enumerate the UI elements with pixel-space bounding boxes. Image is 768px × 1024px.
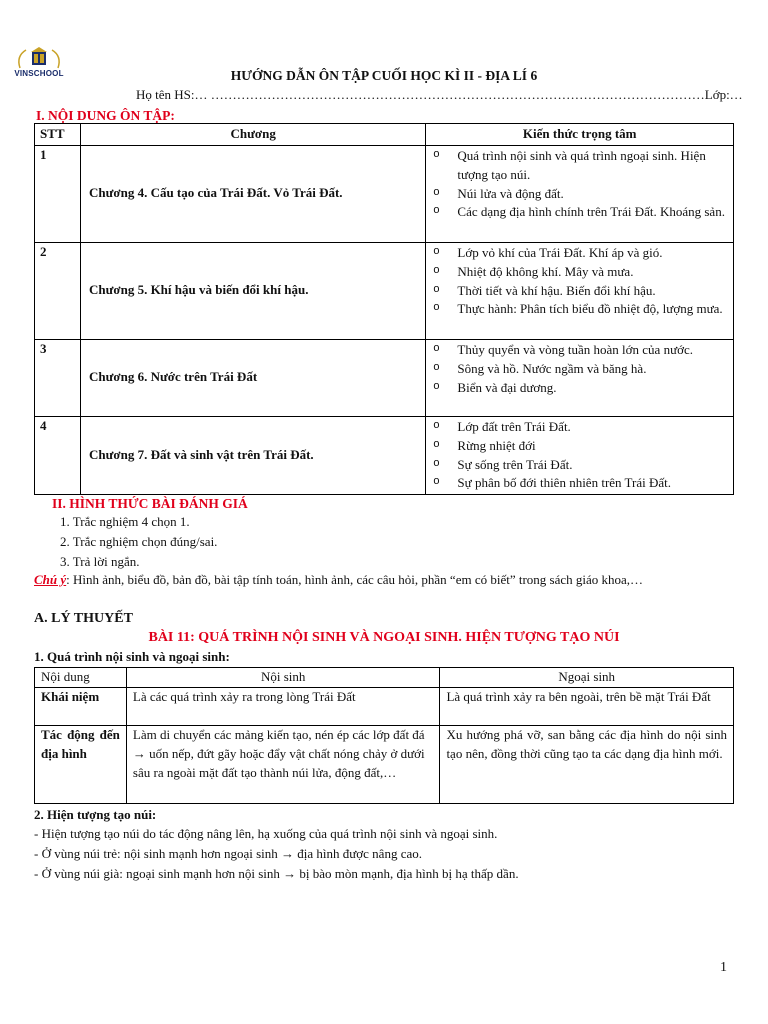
text-line: - Ở vùng núi trẻ: nội sinh mạnh hơn ngoại sinh → địa hình được nâng cao. [34, 846, 422, 861]
knowledge-item: o Biển và đại dương. [457, 379, 728, 398]
table-row [35, 687, 734, 725]
note-text: : Hình ảnh, biểu đồ, bản đồ, bài tập tính toán, hình ảnh, các câu hỏi, phần “em có biết” trong sách giáo khoa,… [66, 572, 644, 587]
lesson-title: BÀI 11: QUÁ TRÌNH NỘI SINH VÀ NGOẠI SINH. HIỆN TƯỢNG TẠO NÚI [148, 630, 620, 645]
subheading-processes: 1. Quá trình nội sinh và ngoại sinh: [34, 649, 230, 664]
list-item: 3. Trả lời ngắn. [60, 554, 140, 569]
knowledge-item: o Sự phân bố đới thiên nhiên trên Trái Đất. [457, 474, 728, 493]
table-row [35, 242, 734, 339]
header-knowledge: Kiến thức trọng tâm [426, 124, 734, 146]
table-row [35, 416, 734, 494]
knowledge-item: o Quá trình nội sinh và quá trình ngoại sinh. Hiện tượng tạo núi. [457, 147, 728, 185]
row-label: Tác động đến địa hình [35, 725, 127, 803]
knowledge-item: o Sự sống trên Trái Đất. [457, 456, 728, 475]
section-heading-content: I. NỘI DUNG ÔN TẬP: [36, 108, 175, 123]
row-exogenous: Xu hướng phá vỡ, san bằng các địa hình do nội sinh tạo nên, đồng thời cũng tạo ta các dạng địa hình mới. [440, 725, 734, 803]
row-knowledge [426, 339, 734, 416]
header-stt: STT [35, 124, 81, 146]
list-item: 1. Trắc nghiệm 4 chọn 1. [60, 514, 190, 529]
logo-brand: VINSCHOOL [14, 69, 64, 78]
theory-heading: A. LÝ THUYẾT [34, 611, 133, 626]
header-chapter: Chương [80, 124, 425, 146]
table-row [35, 145, 734, 242]
table-row [35, 339, 734, 416]
row-chapter: Chương 4. Cấu tạo của Trái Đất. Vỏ Trái Đất. [80, 145, 425, 242]
row-exogenous: Là quá trình xảy ra bên ngoài, trên bề mặt Trái Đất [440, 687, 734, 725]
text-line: - Hiện tượng tạo núi do tác động nâng lên, hạ xuống của quá trình nội sinh và ngoại sinh. [34, 826, 498, 841]
knowledge-item: o Thủy quyển và vòng tuần hoàn lớn của nước. [457, 341, 728, 360]
text-line: - Ở vùng núi già: ngoại sinh mạnh hơn nội sinh → bị bào mòn mạnh, địa hình bị hạ thấp dần. [34, 866, 519, 881]
knowledge-item: o Các dạng địa hình chính trên Trái Đất. Khoáng sản. [457, 203, 728, 222]
knowledge-item: o Núi lửa và động đất. [457, 185, 728, 204]
row-stt: 2 [35, 242, 81, 339]
header-endogenous: Nội sinh [126, 668, 440, 688]
knowledge-item: o Thời tiết và khí hậu. Biến đổi khí hậu. [457, 282, 728, 301]
page-number: 1 [720, 960, 727, 975]
row-chapter: Chương 5. Khí hậu và biến đổi khí hậu. [80, 242, 425, 339]
row-chapter: Chương 6. Nước trên Trái Đất [80, 339, 425, 416]
row-label: Khái niệm [35, 687, 127, 725]
header-content: Nội dung [35, 668, 127, 688]
knowledge-item: o Sông và hồ. Nước ngầm và băng hà. [457, 360, 728, 379]
document-title: HƯỚNG DẪN ÔN TẬP CUỐI HỌC KÌ II - ĐỊA LÍ 6 [230, 68, 538, 83]
table-row [35, 725, 734, 803]
note-paragraph [34, 571, 734, 590]
comparison-table [34, 667, 734, 804]
knowledge-item: o Lớp đất trên Trái Đất. [457, 418, 728, 437]
content-table [34, 123, 734, 495]
row-stt: 4 [35, 416, 81, 494]
knowledge-item: o Rừng nhiệt đới [457, 437, 728, 456]
list-item: 2. Trắc nghiệm chọn đúng/sai. [60, 534, 218, 549]
row-knowledge [426, 416, 734, 494]
mountain-lines [34, 825, 734, 885]
comparison-table-header [35, 668, 734, 688]
student-info-line: Họ tên HS:… ……………………………………………………………………………………………………Lớp:… [136, 87, 743, 102]
content-table-header [35, 124, 734, 146]
knowledge-item: o Thực hành: Phân tích biểu đồ nhiệt độ, lượng mưa. [457, 300, 728, 319]
row-knowledge [426, 242, 734, 339]
section-heading-assessment: II. HÌNH THỨC BÀI ĐÁNH GIÁ [52, 496, 248, 511]
row-endogenous: Làm di chuyển các mảng kiến tạo, nén ép các lớp đất đá → uốn nếp, đứt gãy hoặc đẩy vật chất nóng chảy ở dưới sâu ra ngoài mặt đất tạo thành núi lửa, động đất,… [126, 725, 440, 803]
knowledge-item: o Lớp vỏ khí của Trái Đất. Khí áp và gió. [457, 244, 728, 263]
knowledge-item: o Nhiệt độ không khí. Mây và mưa. [457, 263, 728, 282]
row-endogenous: Là các quá trình xảy ra trong lòng Trái Đất [126, 687, 440, 725]
row-knowledge [426, 145, 734, 242]
note-label: Chú ý [34, 572, 67, 587]
row-stt: 3 [35, 339, 81, 416]
row-chapter: Chương 7. Đất và sinh vật trên Trái Đất. [80, 416, 425, 494]
header-exogenous: Ngoại sinh [440, 668, 734, 688]
row-stt: 1 [35, 145, 81, 242]
subheading-mountain: 2. Hiện tượng tạo núi: [34, 807, 157, 822]
assessment-list [60, 513, 217, 573]
